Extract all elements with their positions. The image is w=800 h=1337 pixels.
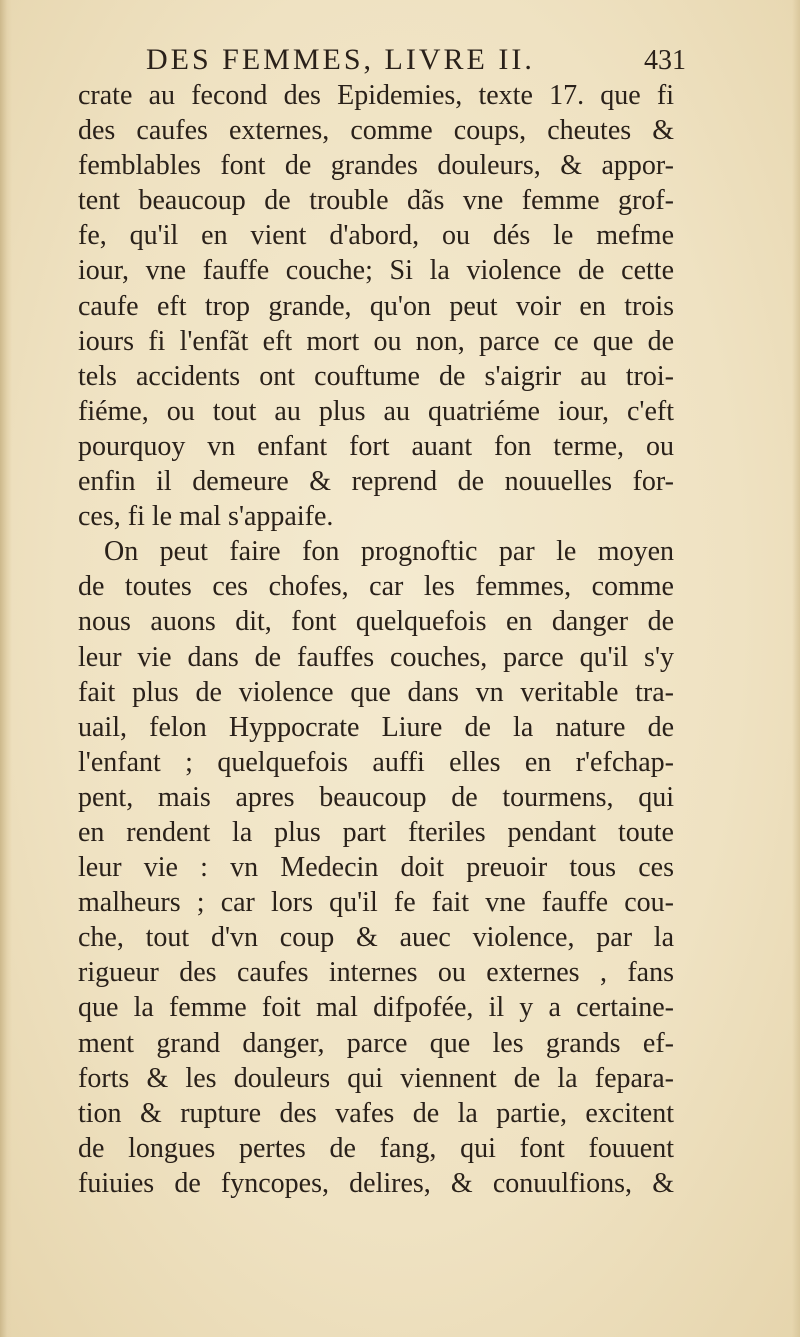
text-line: malheurs ; car lors qu'il fe fait vne fauffe cou- xyxy=(78,887,674,919)
paragraph-end-line: ces, fi le mal s'appaife. xyxy=(78,501,334,533)
text-line: leur vie : vn Medecin doit preuoir tous ces xyxy=(78,852,674,884)
text-line: fe, qu'il en vient d'abord, ou dés le mefme xyxy=(78,220,674,252)
body-text xyxy=(78,78,674,1201)
text-line: ment grand danger, parce que les grands ef- xyxy=(78,1027,674,1059)
text-line: fiéme, ou tout au plus au quatriéme iour, c'eft xyxy=(78,395,674,427)
text-line: tion & rupture des vafes de la partie, excitent xyxy=(78,1097,674,1129)
text-line: caufe eft trop grande, qu'on peut voir en trois xyxy=(78,290,674,322)
text-line: pent, mais apres beaucoup de tourmens, qui xyxy=(78,781,674,813)
text-line: rigueur des caufes internes ou externes , fans xyxy=(78,957,674,989)
page-edge-shadow xyxy=(792,0,800,1337)
text-line: forts & les douleurs qui viennent de la fepara- xyxy=(78,1062,674,1094)
text-line: fuiuies de fyncopes, delires, & conuulfions, & xyxy=(78,1167,674,1199)
text-line: pourquoy vn enfant fort auant fon terme, ou xyxy=(78,430,674,462)
text-line: fait plus de violence que dans vn veritable tra- xyxy=(78,676,674,708)
paragraph-start-line: On peut faire fon prognoftic par le moyen xyxy=(104,536,674,568)
page-binding-shadow xyxy=(0,0,12,1337)
text-line: en rendent la plus part fteriles pendant toute xyxy=(78,816,674,848)
text-line: iours fi l'enfãt eft mort ou non, parce ce que de xyxy=(78,325,674,357)
text-line: de toutes ces chofes, car les femmes, comme xyxy=(78,571,674,603)
text-line: de longues pertes de fang, qui font fouuent xyxy=(78,1132,674,1164)
text-line: enfin il demeure & reprend de nouuelles for- xyxy=(78,466,674,498)
text-line: leur vie dans de fauffes couches, parce qu'il s'y xyxy=(78,641,674,673)
page-number: 431 xyxy=(644,45,686,76)
text-line: femblables font de grandes douleurs, & appor- xyxy=(78,150,674,182)
text-line: l'enfant ; quelquefois auffi elles en r'efchap- xyxy=(78,746,674,778)
text-line: uail, felon Hyppocrate Liure de la nature de xyxy=(78,711,674,743)
text-line: crate au fecond des Epidemies, texte 17. que fi xyxy=(78,80,674,111)
text-line: que la femme foit mal difpofée, il y a certaine- xyxy=(78,992,674,1024)
text-line: che, tout d'vn coup & auec violence, par la xyxy=(78,922,674,954)
text-line: des caufes externes, comme coups, cheutes & xyxy=(78,115,674,147)
text-line: tels accidents ont couftume de s'aigrir au troi- xyxy=(78,360,674,392)
running-title: DES FEMMES, LIVRE II. xyxy=(146,43,535,76)
text-line: tent beaucoup de trouble dãs vne femme grof- xyxy=(78,185,674,217)
text-line: iour, vne fauffe couche; Si la violence de cette xyxy=(78,255,674,287)
text-line: nous auons dit, font quelquefois en danger de xyxy=(78,606,674,638)
